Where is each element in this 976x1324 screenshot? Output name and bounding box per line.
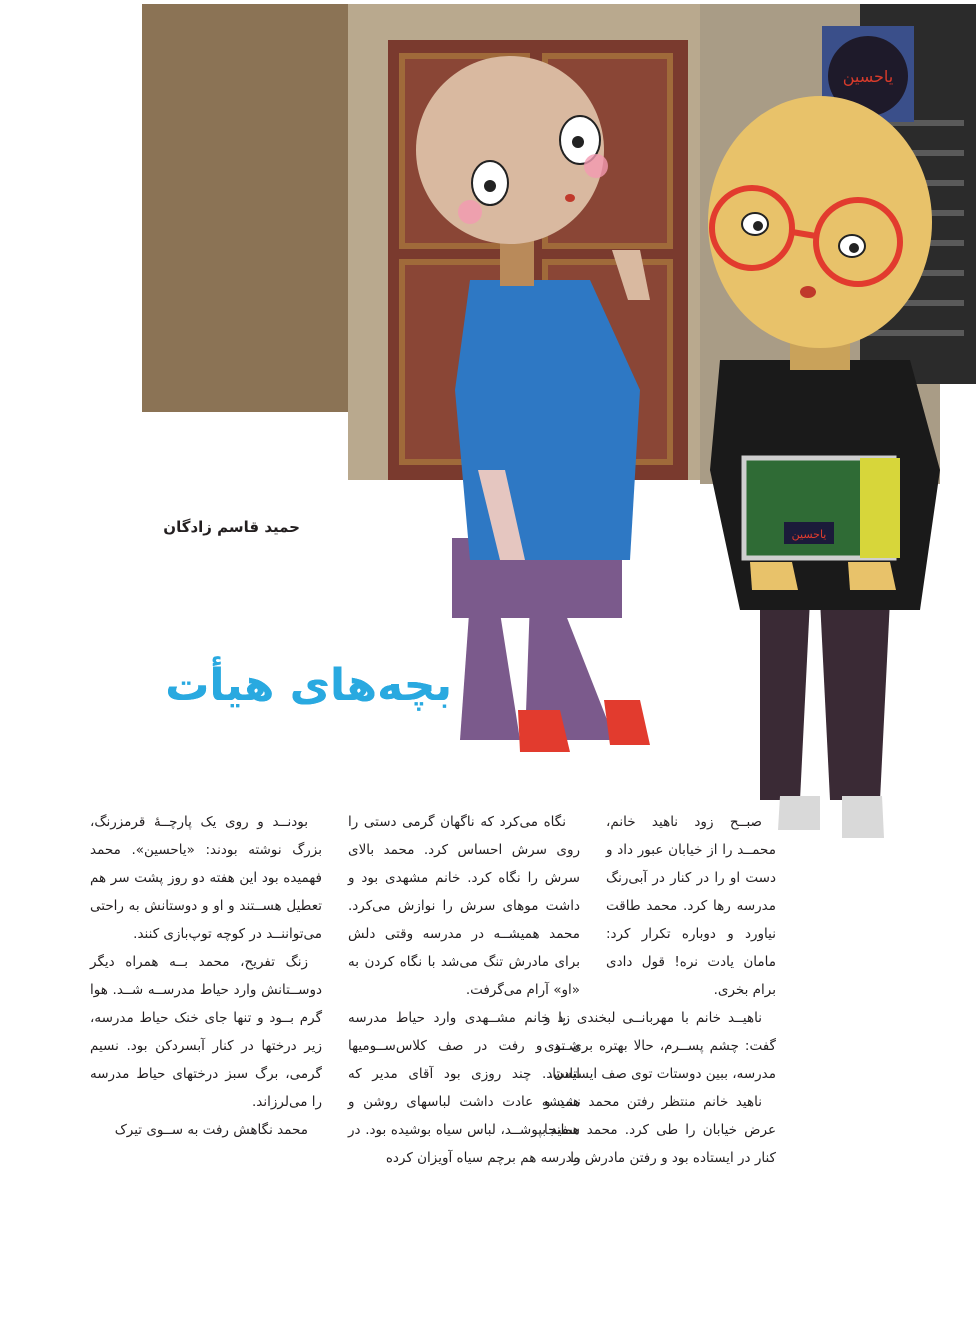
text-column-3 (90, 808, 322, 1198)
article-title: بچه‌های هیأت (165, 660, 452, 711)
paragraph: بودنــد و روی یک پارچــۀ قرمزرنگ، بزرگ نوشته بودند: «یاحسین». محمد فهمیده بود این هفته دو روز پشت سر هم تعطیل هســتند و او و دوستانش به راحتی می‌تواننــد در کوچه توپ‌بازی کنند. (90, 814, 322, 942)
paragraph: صبــح زود ناهید خانم، محمــد را از خیابان عبور داد و دست او را در کنار در آبی‌رنگ مدرسه رها کرد. محمد طاقت نیاورد و دوباره تکرار کرد: مامان یادت نره! قول دادی برام بخری. (606, 814, 776, 998)
boy-character (708, 96, 940, 838)
text-column-1 (544, 808, 776, 1198)
paragraph: محمد نگاهش رفت به ســوی تیرک (114, 1122, 308, 1138)
paragraph: با خانم مشــهدی وارد حیاط مدرسه شــد و رفت در صف کلاس‌ســومیها ایستاد. چند روزی بود آقای مدیر که همیشه عادت داشت لباسهای روشن و سفید بپوشــد، لباس سیاه بوشیده بود. در مدرسه هم برچم سیاه آویزان کرده (348, 1010, 580, 1166)
poster-text: یاحسین (842, 67, 894, 86)
text-column-2 (348, 808, 580, 1198)
paragraph: زنگ تفریح، محمد بــه همراه دیگر دوســتانش وارد حیاط مدرســه شــد. هوا گرم بــود و تنها جای خنک حیاط مدرسه، زیر درختها در کنار آبسردکن بود. نسیم گرمی، برگ سبز درختهای حیاط مدرسه را می‌لرزاند. (90, 954, 322, 1110)
cardboard-background (142, 4, 350, 412)
paragraph: ناهید خانم منتظر رفتن محمد نشد و عرض خیابان را طی کرد. محمد همانجا کنار در ایستاده بود و رفتن مادرش را (544, 1094, 776, 1166)
bag-label: یاحسین (791, 528, 827, 541)
paragraph: ناهیــد خانم با مهربانــی لبخندی زد و گفت: چشم پســرم، حالا بهتره بری توی مدرسه، ببین دوستات توی صف ایستادن. (544, 1010, 776, 1082)
paragraph: نگاه می‌کرد که ناگهان گرمی دستی را روی سرش احساس کرد. محمد بالای سرش را نگاه کرد. خانم مشهدی بود و داشت موهای سرش را نوازش می‌کرد. محمد همیشــه در مدرسه وقتی دلش برای مادرش تنگ می‌شد با نگاه کردن به «او» آرام می‌گرفت. (348, 814, 580, 998)
author-byline: حمید قاسم زادگان (163, 518, 300, 536)
